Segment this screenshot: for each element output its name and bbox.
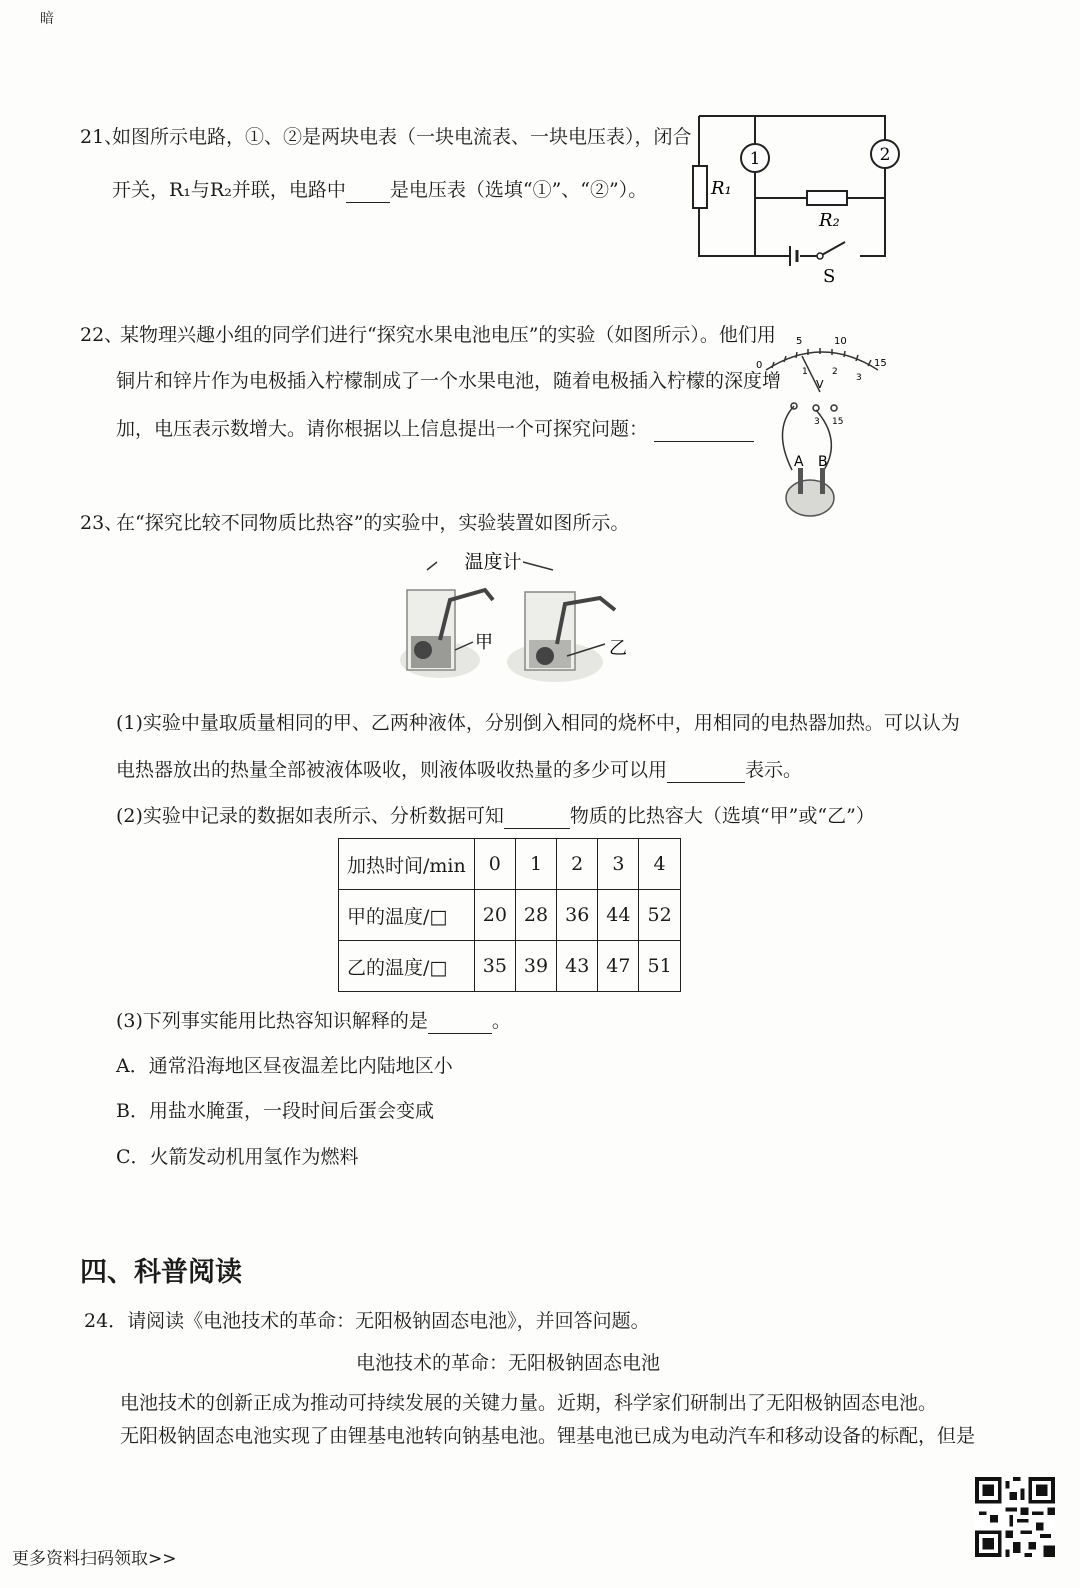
table-cell: 2 — [557, 839, 598, 890]
q23-p1-line1: (1)实验中量取质量相同的甲、乙两种液体，分别倒入相同的烧杯中，用相同的电热器加热。可以认为 — [116, 712, 960, 734]
q22-line2: 铜片和锌片作为电极插入柠檬制成了一个水果电池，随着电极插入柠檬的深度增 — [116, 370, 782, 392]
q21-circuit-diagram — [685, 108, 915, 288]
table-cell: 36 — [557, 890, 598, 941]
q22-line3-text: 加，电压表示数增大。请你根据以上信息提出一个可探究问题： — [116, 418, 649, 440]
meter-scale-arc — [766, 352, 878, 370]
q23-p1-line2-a: 电热器放出的热量全部被液体吸收，则液体吸收热量的多少可以用 — [116, 759, 668, 781]
meter-1-label: 1 — [749, 149, 761, 169]
terminal-3: 3 — [814, 417, 820, 427]
footer-more-link[interactable]: 更多资料扫码领取>> — [12, 1549, 177, 1569]
table-cell: 乙的温度/□ — [339, 941, 475, 992]
terminal-15: 15 — [832, 417, 844, 427]
q23-p2-a: (2)实验中记录的数据如表所示、分析数据可知 — [116, 805, 504, 827]
table-row — [339, 890, 681, 941]
q23-p2 — [116, 803, 875, 829]
option-b[interactable]: B．用盐水腌蛋，一段时间后蛋会变咸 — [116, 1100, 434, 1122]
scale-inner-1: 1 — [802, 367, 808, 377]
qr-code-icon[interactable] — [975, 1477, 1055, 1557]
q21-blank[interactable] — [346, 182, 390, 203]
meter-2-label: 2 — [879, 145, 891, 165]
q24-prompt: 24．请阅读《电池技术的革命：无阳极钠固态电池》，并回答问题。 — [84, 1310, 650, 1332]
label-jia: 甲 — [475, 632, 493, 653]
q23-blank-3[interactable] — [428, 1013, 492, 1034]
electrode-b-label: B — [818, 454, 828, 470]
scale-inner-2: 2 — [832, 367, 838, 377]
r1-resistor — [693, 166, 707, 208]
table-cell: 28 — [515, 890, 556, 941]
table-cell: 0 — [474, 839, 515, 890]
table-cell: 20 — [474, 890, 515, 941]
switch-label: S — [823, 266, 836, 287]
table-cell: 51 — [639, 941, 680, 992]
electrode-b — [820, 468, 825, 494]
q22-line3 — [116, 416, 754, 442]
q23-blank-1[interactable] — [667, 762, 745, 783]
q22-line1: 某物理兴趣小组的同学们进行“探究水果电池电压”的实验（如图所示）。他们用 — [120, 324, 776, 346]
electrode-a-label: A — [794, 454, 804, 470]
corner-mark: 暗 — [40, 11, 54, 27]
q22-number: 22、 — [80, 324, 124, 346]
table-cell: 43 — [557, 941, 598, 992]
table-cell: 39 — [515, 941, 556, 992]
heater-jia — [414, 641, 432, 659]
scale-10: 10 — [834, 336, 847, 347]
q22-blank[interactable] — [654, 421, 754, 442]
q23-blank-2[interactable] — [504, 808, 570, 829]
q21-number: 21、 — [80, 126, 124, 148]
unit-v: V — [816, 378, 824, 391]
table-cell: 4 — [639, 839, 680, 890]
thermometer-label: 温度计 — [464, 551, 522, 573]
r2-label: R₂ — [819, 210, 840, 231]
scale-5: 5 — [796, 336, 803, 347]
r1-label: R₁ — [711, 178, 732, 199]
q22-fruit-battery-figure — [752, 330, 892, 520]
table-cell: 3 — [598, 839, 639, 890]
table-cell: 加热时间/min — [339, 839, 475, 890]
label-yi: 乙 — [609, 638, 627, 659]
q21-line2-a: 开关，R₁与R₂并联，电路中 — [112, 179, 346, 201]
q23-apparatus-figure — [395, 540, 655, 700]
scale-inner-3: 3 — [856, 373, 862, 383]
q23-p3 — [116, 1008, 511, 1034]
r2-resistor — [807, 191, 847, 205]
q23-p3-b: 。 — [491, 1010, 511, 1032]
lead-wire-a — [782, 406, 794, 470]
q23-data-table — [338, 838, 681, 992]
article-para1: 电池技术的创新正成为推动可持续发展的关键力量。近期，科学家们研制出了无阳极钠固态电池。 — [120, 1392, 938, 1414]
section-title: 四、科普阅读 — [80, 1257, 242, 1288]
scale-15: 15 — [874, 358, 887, 369]
q21-line2-b: 是电压表（选填“①”、“②”）。 — [389, 179, 648, 201]
option-a[interactable]: A．通常沿海地区昼夜温差比内陆地区小 — [116, 1055, 453, 1077]
table-cell: 52 — [639, 890, 680, 941]
scale-0: 0 — [756, 360, 763, 371]
q23-intro: 在“探究比较不同物质比热容”的实验中，实验装置如图所示。 — [116, 512, 630, 534]
table-row — [339, 941, 681, 992]
article-title: 电池技术的革命：无阳极钠固态电池 — [356, 1352, 661, 1374]
q23-p1-line2 — [116, 757, 802, 783]
q23-p2-b: 物质的比热容大（选填“甲”或“乙”） — [569, 805, 875, 827]
table-cell: 35 — [474, 941, 515, 992]
article-para2: 无阳极钠固态电池实现了由锂基电池转向钠基电池。锂基电池已成为电动汽车和移动设备的标配，但是 — [120, 1425, 976, 1447]
q21-line2 — [112, 177, 647, 203]
table-cell: 1 — [515, 839, 556, 890]
q23-p3-a: (3)下列事实能用比热容知识解释的是 — [116, 1010, 428, 1032]
table-cell: 甲的温度/□ — [339, 890, 475, 941]
table-cell: 47 — [598, 941, 639, 992]
table-row — [339, 839, 681, 890]
q21-line1: 如图所示电路，①、②是两块电表（一块电流表、一块电压表），闭合 — [112, 126, 692, 148]
table-cell: 44 — [598, 890, 639, 941]
electrode-a — [798, 468, 803, 494]
lemon — [786, 480, 834, 516]
q23-p1-line2-b: 表示。 — [745, 759, 803, 781]
switch-contact — [817, 253, 823, 259]
option-c[interactable]: C．火箭发动机用氢作为燃料 — [116, 1146, 359, 1168]
q23-number: 23、 — [80, 512, 124, 534]
heater-yi — [536, 647, 554, 665]
